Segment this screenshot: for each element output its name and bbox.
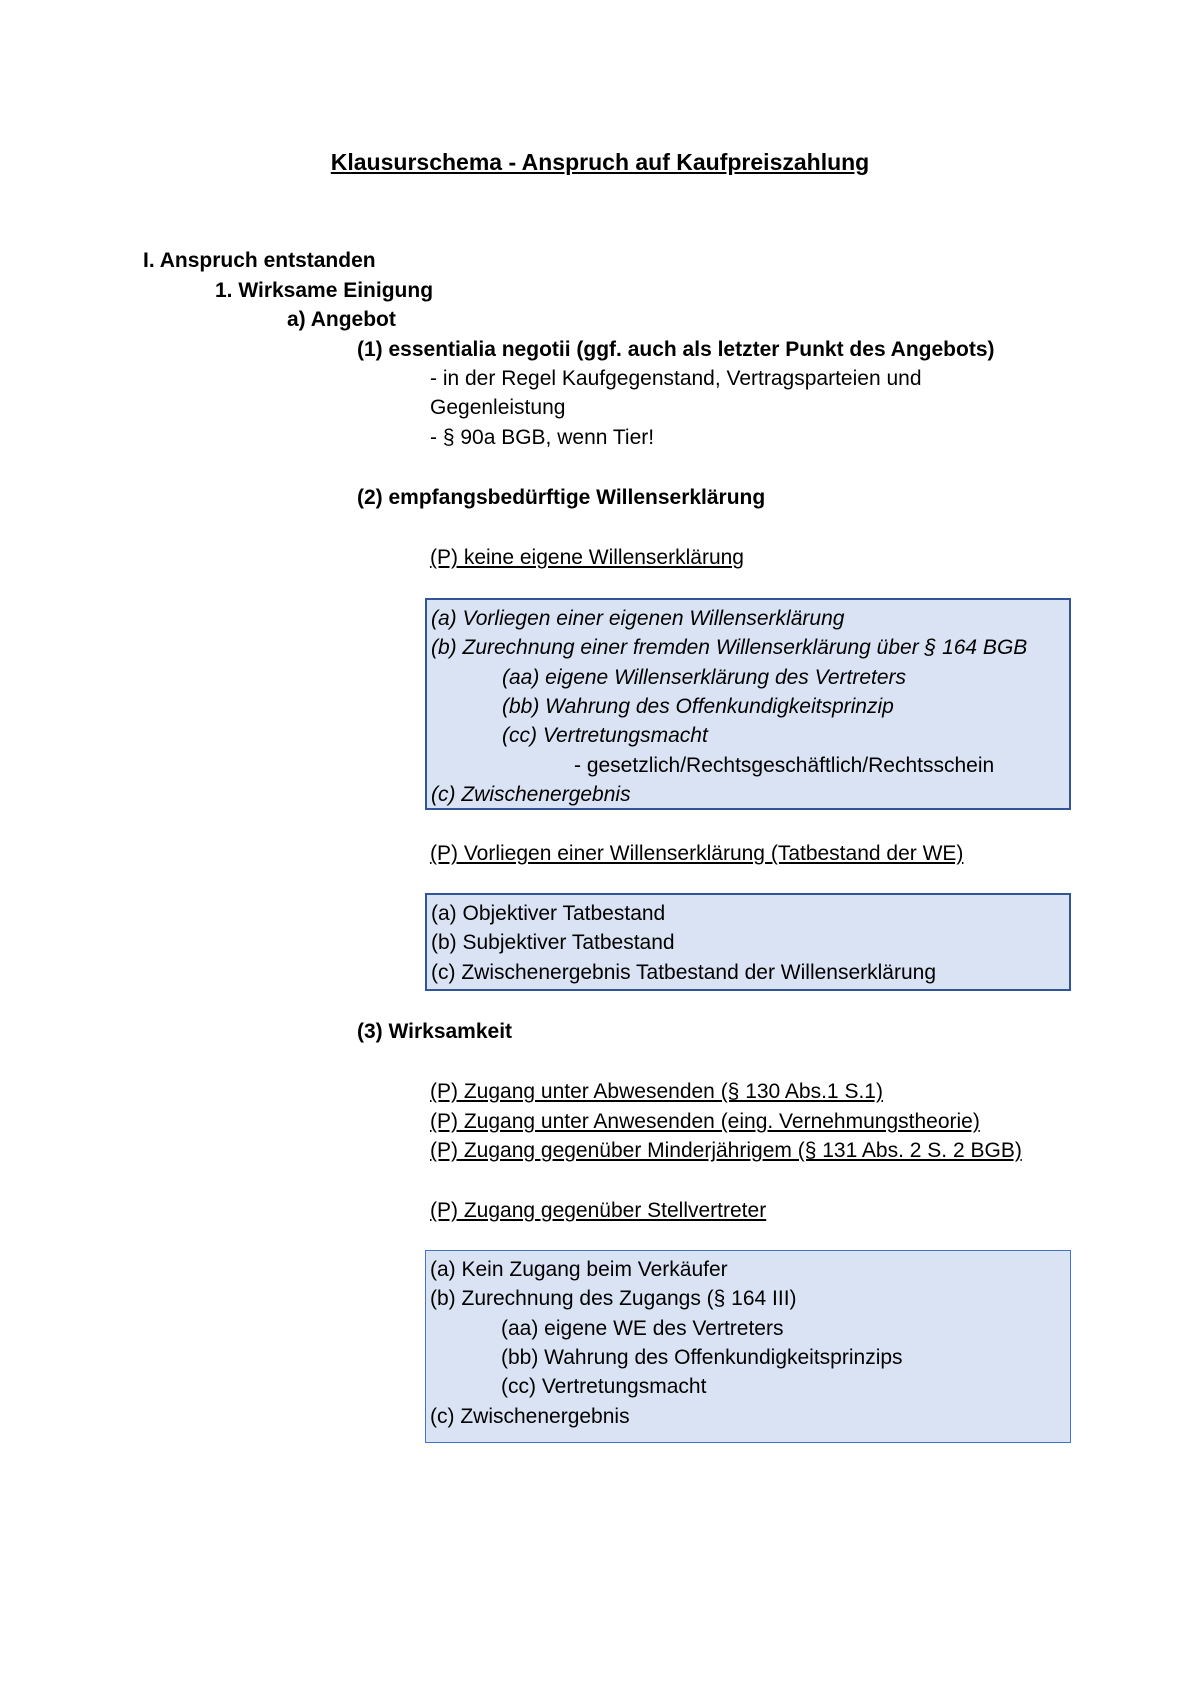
box-tatbestand-we [425, 893, 1071, 991]
outline-level-1: I. Anspruch entstanden [143, 249, 376, 272]
box3-row-cc: (cc) Vertretungsmacht [501, 1375, 707, 1398]
point-2-heading: (2) empfangsbedürftige Willenserklärung [357, 486, 766, 509]
point-1-heading: (1) essentialia negotii (ggf. auch als letzter Punkt des Angebots) [357, 338, 995, 361]
box1-row-bb: (bb) Wahrung des Offenkundigkeitsprinzip [502, 695, 894, 718]
point-1-line-2: Gegenleistung [430, 396, 566, 419]
document-title: Klausurschema - Anspruch auf Kaufpreiszahlung [330, 149, 870, 175]
box-eigene-willenserklaerung [425, 598, 1071, 810]
box2-row-b: (b) Subjektiver Tatbestand [431, 931, 675, 954]
box1-row-cc: (cc) Vertretungsmacht [502, 724, 708, 747]
box3-row-aa: (aa) eigene WE des Vertreters [501, 1317, 784, 1340]
problem-keine-eigene-we: (P) keine eigene Willenserklärung [430, 546, 744, 569]
box1-row-aa: (aa) eigene Willenserklärung des Vertreters [502, 666, 907, 689]
problem-zugang-abwesende: (P) Zugang unter Abwesenden (§ 130 Abs.1 S.1) [430, 1080, 883, 1103]
box2-row-c: (c) Zwischenergebnis Tatbestand der Willenserklärung [431, 961, 937, 984]
point-1-line-1: - in der Regel Kaufgegenstand, Vertragsparteien und [430, 367, 922, 390]
box1-row-b: (b) Zurechnung einer fremden Willenserklärung über § 164 BGB [431, 636, 1028, 659]
outline-level-2: 1. Wirksame Einigung [215, 279, 434, 302]
box1-row-vertretungsmacht-detail: - gesetzlich/Rechtsgeschäftlich/Rechtsschein [574, 754, 995, 777]
box3-row-b: (b) Zurechnung des Zugangs (§ 164 III) [430, 1287, 797, 1310]
box3-row-a: (a) Kein Zugang beim Verkäufer [430, 1258, 728, 1281]
outline-level-3: a) Angebot [287, 308, 396, 331]
box1-row-a: (a) Vorliegen einer eigenen Willenserklärung [431, 607, 845, 630]
problem-zugang-stellvertreter: (P) Zugang gegenüber Stellvertreter [430, 1199, 767, 1222]
box1-row-c: (c) Zwischenergebnis [431, 783, 631, 806]
problem-vorliegen-we: (P) Vorliegen einer Willenserklärung (Tatbestand der WE) [430, 842, 964, 865]
box3-row-bb: (bb) Wahrung des Offenkundigkeitsprinzips [501, 1346, 903, 1369]
point-1-line-3: - § 90a BGB, wenn Tier! [430, 426, 655, 449]
problem-zugang-minderjaehriger: (P) Zugang gegenüber Minderjährigem (§ 131 Abs. 2 S. 2 BGB) [430, 1139, 1022, 1162]
problem-zugang-anwesende: (P) Zugang unter Anwesenden (eing. Vernehmungstheorie) [430, 1110, 980, 1133]
box3-row-c: (c) Zwischenergebnis [430, 1405, 630, 1428]
box2-row-a: (a) Objektiver Tatbestand [431, 902, 666, 925]
point-3-heading: (3) Wirksamkeit [357, 1020, 513, 1043]
box-zugang-stellvertreter [425, 1250, 1071, 1443]
